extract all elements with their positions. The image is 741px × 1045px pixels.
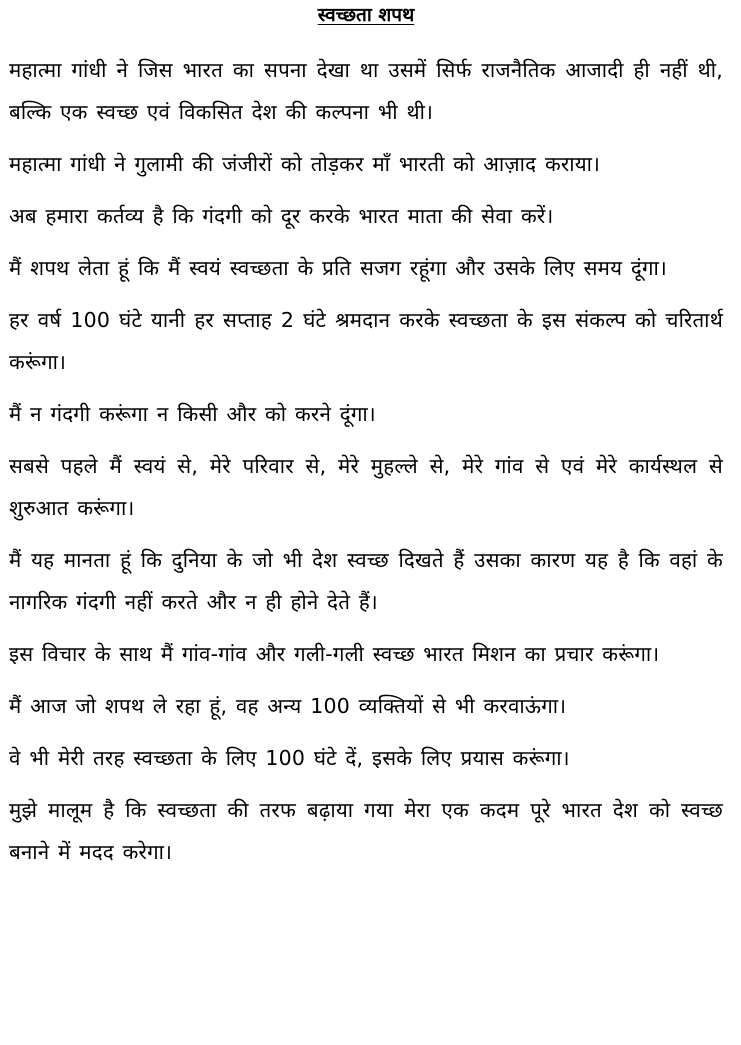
pledge-paragraph: महात्मा गांधी ने गुलामी की जंजीरों को तोड़कर माँ भारती को आज़ाद कराया।	[9, 152, 601, 176]
document-title-text: स्वच्छता शपथ	[317, 4, 415, 26]
pledge-paragraph: महात्मा गांधी ने जिस भारत का सपना देखा था उसमें सिर्फ राजनैतिक आजादी ही नहीं थी, बल्कि एक स्वच्छ एवं विकसित देश की कल्पना भी थी।	[9, 58, 723, 124]
pledge-paragraph: हर वर्ष 100 घंटे यानी हर सप्ताह 2 घंटे श्रमदान करके स्वच्छता के इस संकल्प को चरितार्थ करूंगा।	[9, 308, 723, 374]
pledge-paragraph: अब हमारा कर्तव्य है कि गंदगी को दूर करके भारत माता की सेवा करें।	[9, 204, 554, 228]
pledge-paragraph: मैं शपथ लेता हूं कि मैं स्वयं स्वच्छता के प्रति सजग रहूंगा और उसके लिए समय दूंगा।	[9, 256, 668, 280]
pledge-paragraph: मैं आज जो शपथ ले रहा हूं, वह अन्य 100 व्यक्तियों से भी करवाऊंगा।	[9, 694, 567, 718]
pledge-paragraph: वे भी मेरी तरह स्वच्छता के लिए 100 घंटे दें, इसके लिए प्रयास करूंगा।	[9, 746, 570, 770]
pledge-paragraph: मैं न गंदगी करूंगा न किसी और को करने दूंगा।	[9, 402, 376, 426]
pledge-paragraph: सबसे पहले मैं स्वयं से, मेरे परिवार से, मेरे मुहल्ले से, मेरे गांव से एवं मेरे कार्यस्थल से शुरुआत करूंगा।	[9, 454, 723, 520]
pledge-paragraph: मुझे मालूम है कि स्वच्छता की तरफ बढ़ाया गया मेरा एक कदम पूरे भारत देश को स्वच्छ बनाने में मदद करेगा।	[9, 798, 723, 864]
pledge-paragraph: इस विचार के साथ मैं गांव-गांव और गली-गली स्वच्छ भारत मिशन का प्रचार करूंगा।	[9, 642, 660, 666]
pledge-paragraph: मैं यह मानता हूं कि दुनिया के जो भी देश स्वच्छ दिखते हैं उसका कारण यह है कि वहां के नागरिक गंदगी नहीं करते और न ही होने देते हैं।	[9, 548, 723, 614]
document-title	[9, 0, 723, 26]
